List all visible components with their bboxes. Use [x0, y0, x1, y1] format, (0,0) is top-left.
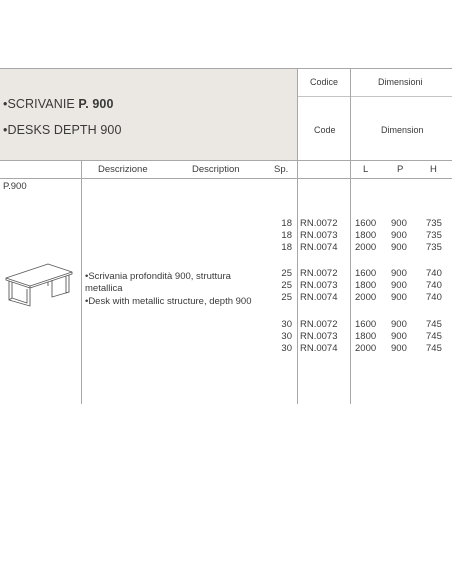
- dimensioni-label: Dimensioni: [378, 77, 423, 87]
- cell-p: 900: [391, 218, 407, 229]
- cell-p: 900: [391, 331, 407, 342]
- code-label: Code: [314, 125, 336, 135]
- header-bottom-border: [0, 160, 452, 161]
- cell-code: RN.0074: [300, 343, 338, 354]
- cell-l: 1600: [355, 268, 377, 279]
- cell-sp: 25: [281, 268, 292, 279]
- col-description: Description: [192, 164, 240, 175]
- cell-sp: 18: [281, 242, 292, 253]
- cell-l: 1800: [355, 331, 377, 342]
- codice-label: Codice: [310, 77, 339, 87]
- cell-h: 745: [426, 331, 442, 342]
- column-header-bottom-border: [0, 178, 452, 179]
- cell-code: RN.0072: [300, 319, 338, 330]
- col-l: L: [363, 164, 369, 175]
- desk-product-image: [4, 262, 74, 307]
- cell-sp: 30: [281, 343, 292, 354]
- table-top-border: [0, 68, 452, 69]
- col-descrizione: Descrizione: [98, 164, 148, 175]
- cell-code: RN.0072: [300, 218, 338, 229]
- title-english: •DESKS DEPTH 900: [3, 123, 122, 137]
- cell-h: 740: [426, 280, 442, 291]
- cell-sp: 30: [281, 319, 292, 330]
- cell-h: 745: [426, 343, 442, 354]
- dimension-label: Dimension: [381, 125, 424, 135]
- cell-sp: 25: [281, 280, 292, 291]
- cell-h: 735: [426, 230, 442, 241]
- code-column-left-border: [297, 68, 298, 404]
- cell-code: RN.0074: [300, 242, 338, 253]
- cell-sp: 18: [281, 218, 292, 229]
- cell-h: 745: [426, 319, 442, 330]
- col-h: H: [430, 164, 437, 175]
- cell-l: 2000: [355, 343, 377, 354]
- cell-l: 1600: [355, 319, 377, 330]
- col-p: P: [397, 164, 404, 175]
- cell-p: 900: [391, 268, 407, 279]
- cell-code: RN.0073: [300, 280, 338, 291]
- cell-p: 900: [391, 242, 407, 253]
- header-row-divider: [297, 96, 452, 97]
- description-italian-line2: metallica: [85, 283, 123, 294]
- title-italian: •SCRIVANIE P. 900: [3, 97, 114, 111]
- cell-p: 900: [391, 280, 407, 291]
- cell-p: 900: [391, 292, 407, 303]
- cell-h: 735: [426, 218, 442, 229]
- cell-l: 1800: [355, 280, 377, 291]
- header-title-panel: [0, 68, 297, 160]
- cell-p: 900: [391, 343, 407, 354]
- cell-l: 2000: [355, 292, 377, 303]
- cell-sp: 25: [281, 292, 292, 303]
- cell-p: 900: [391, 319, 407, 330]
- cell-code: RN.0072: [300, 268, 338, 279]
- section-label: P.900: [3, 181, 27, 192]
- cell-l: 1600: [355, 218, 377, 229]
- cell-h: 740: [426, 268, 442, 279]
- cell-sp: 30: [281, 331, 292, 342]
- cell-code: RN.0073: [300, 230, 338, 241]
- cell-code: RN.0074: [300, 292, 338, 303]
- description-english: •Desk with metallic structure, depth 900: [85, 296, 252, 307]
- col-sp: Sp.: [274, 164, 289, 175]
- cell-sp: 18: [281, 230, 292, 241]
- description-column-left-border: [81, 160, 82, 404]
- cell-h: 740: [426, 292, 442, 303]
- cell-code: RN.0073: [300, 331, 338, 342]
- cell-h: 735: [426, 242, 442, 253]
- cell-l: 2000: [355, 242, 377, 253]
- cell-p: 900: [391, 230, 407, 241]
- cell-l: 1800: [355, 230, 377, 241]
- code-column-right-border: [350, 68, 351, 404]
- description-italian-line1: •Scrivania profondità 900, struttura: [85, 271, 231, 282]
